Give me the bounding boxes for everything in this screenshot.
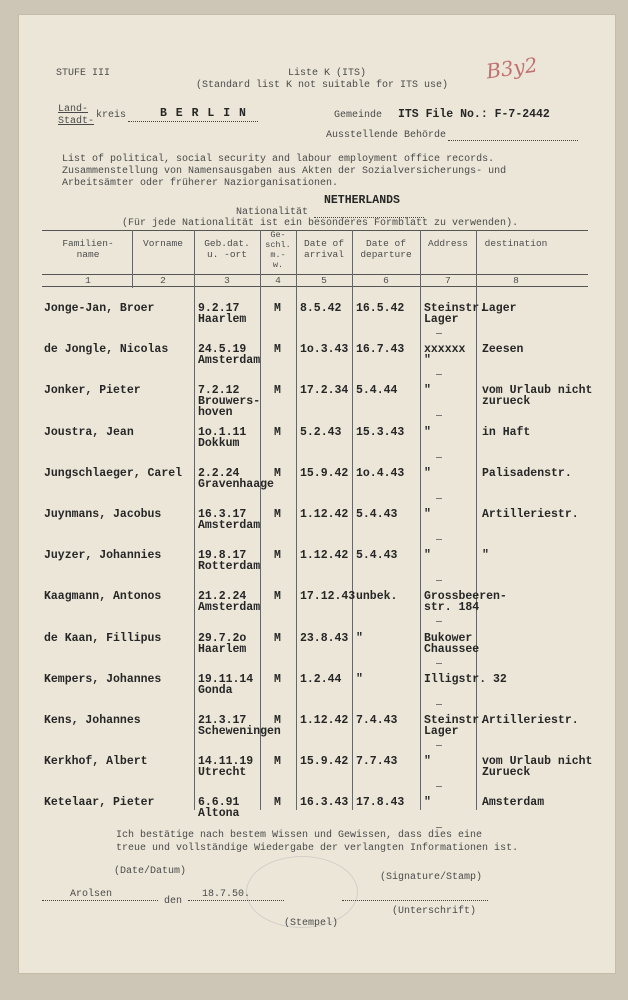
cell-birth: Gonda <box>198 683 233 697</box>
cell-sex: M <box>274 425 281 439</box>
cell-address: " <box>424 796 431 810</box>
col-number-4: 4 <box>275 275 281 286</box>
intro-line-3: Arbeitsämter oder früherer Naziorganisationen. <box>62 178 339 189</box>
cell-departure: " <box>356 631 363 645</box>
cell-birth: 6.6.91 <box>198 796 240 810</box>
cell-birth: 24.5.19 <box>198 343 247 357</box>
stempel-label: (Stempel) <box>284 918 339 929</box>
cell-name: Juyzer, Johannies <box>44 549 162 563</box>
cell-name: Jonge-Jan, Broer <box>44 302 155 315</box>
cell-birth: Amsterdam <box>198 354 261 368</box>
cell-address: " <box>424 425 431 439</box>
cell-destination: vom Urlaub nicht <box>482 755 593 769</box>
cell-destination: zurueck <box>482 395 531 409</box>
cell-destination: vom Urlaub nicht <box>482 384 593 398</box>
cell-sex: M <box>274 755 281 769</box>
col-number-7: 7 <box>445 275 451 286</box>
stadt-label: Stadt- <box>58 116 95 127</box>
cell-birth: 9.2.17 <box>198 302 240 315</box>
cell-sex: M <box>274 796 281 810</box>
cell-address: " <box>424 508 431 521</box>
cell-arrival: 1.2.44 <box>300 672 342 686</box>
date-value: 18.7.50. <box>202 889 251 900</box>
col-number-6: 6 <box>383 275 389 286</box>
place-value: Arolsen <box>70 889 113 900</box>
cell-birth: 21.2.24 <box>198 590 247 604</box>
cell-birth: 29.7.2o <box>198 631 247 645</box>
row-dash-mark <box>436 827 442 828</box>
cell-address: Lager <box>424 725 459 738</box>
cell-address: " <box>424 384 431 398</box>
cell-name: Juynmans, Jacobus <box>44 508 162 521</box>
cell-birth: Rotterdam <box>198 560 261 574</box>
cell-sex: M <box>274 631 281 645</box>
cell-destination: Zurueck <box>482 766 531 780</box>
cell-name: Jungschlaeger, Carel <box>44 466 183 480</box>
cell-address: Chaussee <box>424 642 480 656</box>
signature-dotted-line <box>342 900 488 901</box>
cell-birth: hoven <box>198 406 233 420</box>
handwritten-reference: B3y2 <box>484 52 539 84</box>
cell-departure: " <box>356 672 363 686</box>
intro-line-2: Zusammenstellung von Namensausgaben aus Akten der Sozialversicherungs- und <box>62 166 507 177</box>
intro-line-1: List of political, social security and labour employment office records. <box>62 154 495 165</box>
cell-name: Kempers, Johannes <box>44 672 162 686</box>
cell-arrival: 15.9.42 <box>300 466 349 480</box>
cell-departure: 7.7.43 <box>356 755 398 769</box>
cell-name: Kaagmann, Antonos <box>44 590 162 604</box>
cell-departure: 1o.4.43 <box>356 466 405 480</box>
cell-sex: M <box>274 672 281 686</box>
table-top-rule <box>42 230 588 231</box>
cell-address: xxxxxx <box>424 343 466 357</box>
cell-arrival: 1o.3.43 <box>300 343 349 357</box>
col-divider-3 <box>260 230 261 810</box>
col-header-vorname: Vorname <box>143 238 183 249</box>
cell-name: de Kaan, Fillipus <box>44 631 162 645</box>
cell-departure: 16.7.43 <box>356 343 405 357</box>
cell-birth: Altona <box>198 807 240 821</box>
row-dash-mark <box>436 663 442 664</box>
cell-sex: M <box>274 466 281 480</box>
cell-sex: M <box>274 590 281 604</box>
cell-sex: M <box>274 714 281 727</box>
date-dotted-line <box>188 900 284 901</box>
row-dash-mark <box>436 745 442 746</box>
cell-address: Steinstr. <box>424 714 487 727</box>
cell-name: Ketelaar, Pieter <box>44 796 155 810</box>
col-header-familienname: Familien- name <box>62 238 114 260</box>
cell-birth: Gravenhaage <box>198 477 274 491</box>
col-number-2: 2 <box>160 275 166 286</box>
cell-birth: Haarlem <box>198 313 247 326</box>
cell-arrival: 8.5.42 <box>300 302 342 315</box>
row-dash-mark <box>436 374 442 375</box>
confirmation-line-1: Ich bestätige nach bestem Wissen und Gewissen, dass dies eine <box>116 830 483 841</box>
col-number-3: 3 <box>224 275 230 286</box>
cell-address: Grossbeeren- <box>424 590 507 604</box>
cell-departure: 5.4.44 <box>356 384 398 398</box>
liste-subtitle: (Standard list K not suitable for ITS use) <box>196 80 449 91</box>
cell-arrival: 1.12.42 <box>300 714 349 727</box>
cell-arrival: 15.9.42 <box>300 755 349 769</box>
cell-destination: " <box>482 549 489 563</box>
cell-address: " <box>424 354 431 368</box>
cell-destination: Artilleriestr. <box>482 714 579 727</box>
nationality-value: NETHERLANDS <box>324 194 400 207</box>
cell-departure: 15.3.43 <box>356 425 405 439</box>
cell-destination: Zeesen <box>482 343 524 357</box>
cell-birth: 21.3.17 <box>198 714 247 727</box>
cell-birth: Amsterdam <box>198 519 261 532</box>
cell-sex: M <box>274 302 281 315</box>
cell-arrival: 1.12.42 <box>300 508 349 521</box>
kreis-dotted-line <box>128 121 258 122</box>
col-divider-4 <box>296 230 297 810</box>
cell-address: Illigstr. 32 <box>424 672 507 686</box>
cell-address: Lager <box>424 313 459 326</box>
col-header-departure: Date of departure <box>360 238 412 260</box>
cell-birth: 2.2.24 <box>198 466 240 480</box>
col-header-arrival: Date of arrival <box>304 238 344 260</box>
cell-birth: 1o.1.11 <box>198 425 247 439</box>
cell-departure: 5.4.43 <box>356 549 398 563</box>
cell-address: " <box>424 755 431 769</box>
col-divider-6 <box>420 230 421 810</box>
row-dash-mark <box>436 704 442 705</box>
its-file-number: ITS File No.: F-7-2442 <box>398 108 550 121</box>
cell-name: Joustra, Jean <box>44 425 134 439</box>
cell-sex: M <box>274 343 281 357</box>
cell-arrival: 23.8.43 <box>300 631 349 645</box>
cell-departure: 17.8.43 <box>356 796 405 810</box>
row-dash-mark <box>436 498 442 499</box>
cell-destination: Artilleriestr. <box>482 508 579 521</box>
cell-arrival: 16.3.43 <box>300 796 349 810</box>
col-number-1: 1 <box>85 275 91 286</box>
unterschrift-label: (Unterschrift) <box>392 906 477 917</box>
cell-sex: M <box>274 384 281 398</box>
nationality-note: (Für jede Nationalität ist ein besonderes Formblatt zu verwenden). <box>122 218 519 229</box>
cell-address: " <box>424 466 431 480</box>
row-dash-mark <box>436 415 442 416</box>
kreis-label: kreis <box>96 110 127 121</box>
row-dash-mark <box>436 457 442 458</box>
cell-birth: 19.11.14 <box>198 672 254 686</box>
cell-arrival: 17.2.34 <box>300 384 349 398</box>
cell-destination: Lager <box>482 302 517 315</box>
col-header-destination: destination <box>484 238 548 249</box>
number-row-rule <box>42 286 588 287</box>
cell-departure: unbek. <box>356 590 398 604</box>
confirmation-line-2: treue und vollständige Wiedergabe der verlangten Informationen ist. <box>116 843 519 854</box>
liste-title: Liste K (ITS) <box>288 68 367 79</box>
cell-departure: 7.4.43 <box>356 714 398 727</box>
land-label: Land- <box>58 104 89 115</box>
behoerde-label: Ausstellende Behörde <box>326 130 447 141</box>
col-header-geschlecht: Ge- schl. m.- w. <box>265 230 291 270</box>
cell-birth: Brouwers- <box>198 395 261 409</box>
cell-birth: 16.3.17 <box>198 508 247 521</box>
row-dash-mark <box>436 621 442 622</box>
row-dash-mark <box>436 580 442 581</box>
cell-destination: Amsterdam <box>482 796 545 810</box>
cell-birth: 19.8.17 <box>198 549 247 563</box>
place-dotted-line <box>42 900 158 901</box>
cell-sex: M <box>274 508 281 521</box>
cell-arrival: 5.2.43 <box>300 425 342 439</box>
cell-name: de Jongle, Nicolas <box>44 343 169 357</box>
cell-birth: Utrecht <box>198 766 247 780</box>
cell-sex: M <box>274 549 281 563</box>
col-header-address: Address <box>428 238 468 249</box>
document-sheet <box>18 14 616 974</box>
signature-label: (Signature/Stamp) <box>380 872 483 883</box>
stufe-label: STUFE III <box>56 68 111 79</box>
row-dash-mark <box>436 539 442 540</box>
col-divider-5 <box>352 230 353 810</box>
cell-birth: Dokkum <box>198 436 240 450</box>
cell-birth: 14.11.19 <box>198 755 254 769</box>
cell-departure: 5.4.43 <box>356 508 398 521</box>
row-dash-mark <box>436 786 442 787</box>
cell-birth: Haarlem <box>198 642 247 656</box>
date-label: (Date/Datum) <box>114 866 187 877</box>
den-label: den <box>164 896 183 907</box>
cell-arrival: 17.12.43 <box>300 590 356 604</box>
cell-destination: in Haft <box>482 425 531 439</box>
cell-destination: Palisadenstr. <box>482 466 572 480</box>
cell-name: Kerkhof, Albert <box>44 755 148 769</box>
cell-address: str. 184 <box>424 601 480 615</box>
cell-birth: Amsterdam <box>198 601 261 615</box>
behoerde-dotted-line <box>448 140 578 141</box>
col-number-5: 5 <box>321 275 327 286</box>
col-divider-2 <box>194 230 195 810</box>
gemeinde-label: Gemeinde <box>334 110 383 121</box>
cell-departure: 16.5.42 <box>356 302 405 315</box>
cell-address: " <box>424 549 431 563</box>
col-header-geburt: Geb.dat. u. -ort <box>204 238 250 260</box>
kreis-value: B E R L I N <box>160 107 247 120</box>
cell-birth: 7.2.12 <box>198 384 240 398</box>
cell-address: Bukower <box>424 631 473 645</box>
cell-name: Jonker, Pieter <box>44 384 141 398</box>
cell-arrival: 1.12.42 <box>300 549 349 563</box>
cell-birth: Scheweningen <box>198 725 281 738</box>
col-number-8: 8 <box>513 275 519 286</box>
nationality-label: Nationalität <box>236 207 309 218</box>
cell-name: Kens, Johannes <box>44 714 141 727</box>
row-dash-mark <box>436 333 442 334</box>
cell-address: Steinstr. <box>424 302 487 315</box>
